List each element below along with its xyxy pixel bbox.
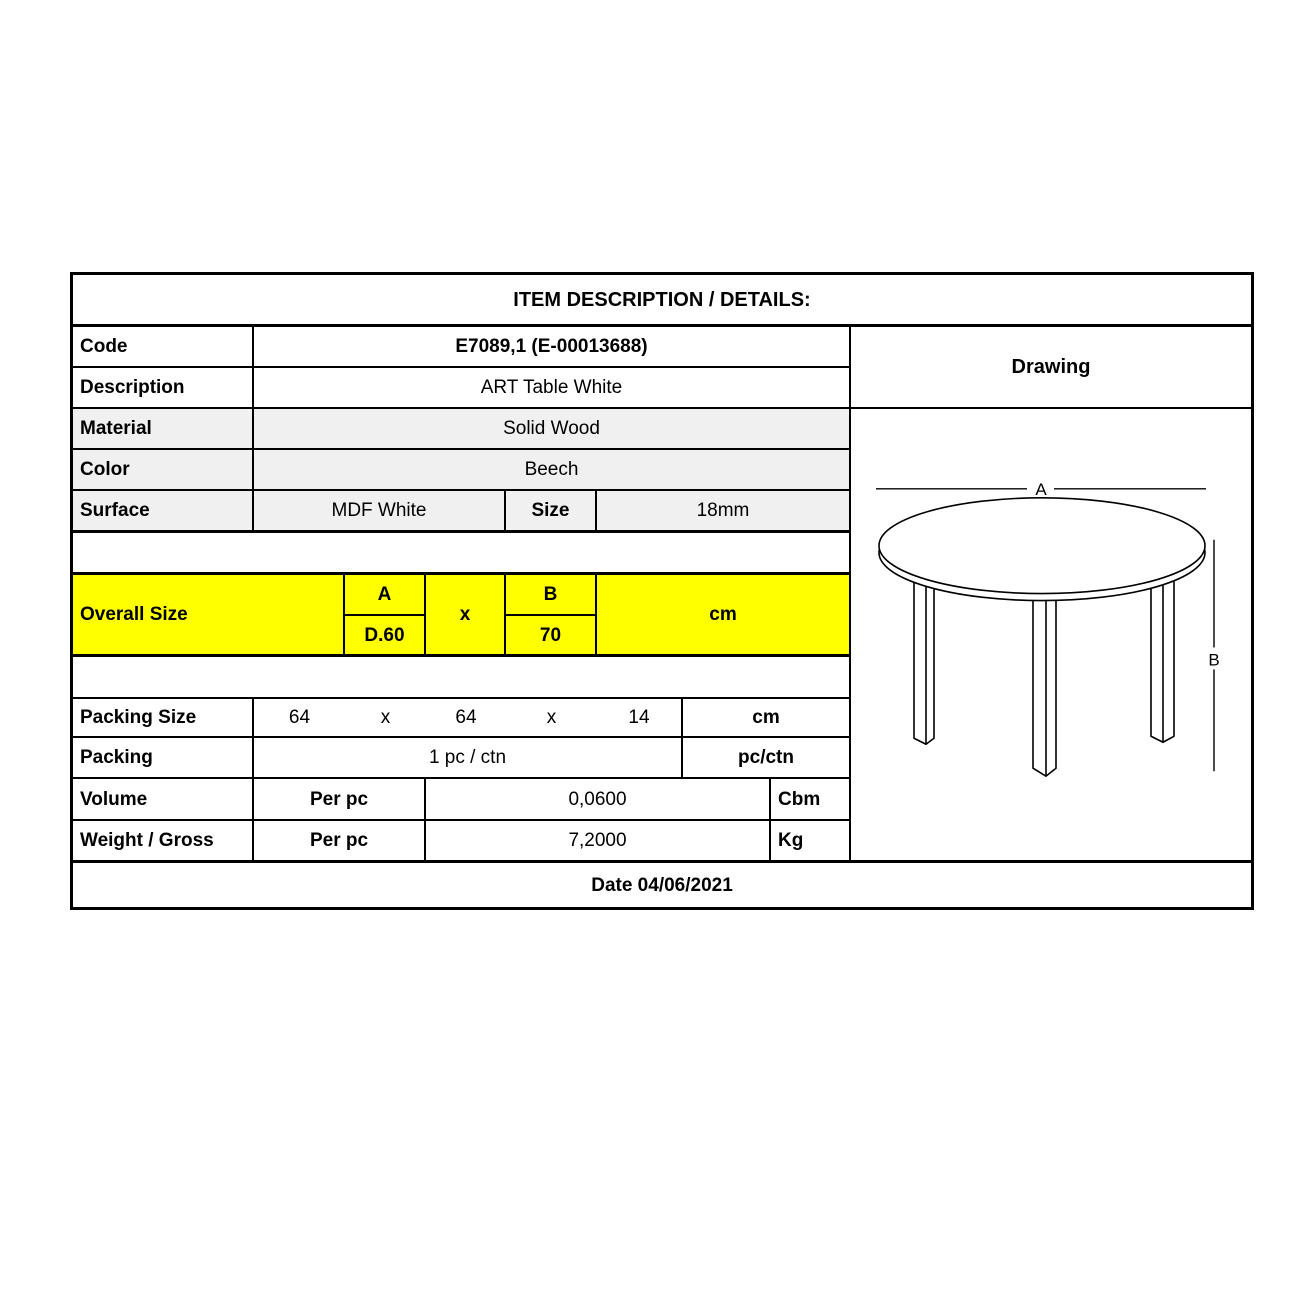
table-leg-left (914, 574, 934, 745)
packing-size-x1: x (345, 699, 426, 738)
packing-size-unit: cm (683, 699, 851, 738)
spec-sheet-table (70, 272, 1254, 910)
surface-size-value: 18mm (597, 491, 851, 533)
color-value: Beech (254, 450, 851, 491)
weight-per-pc: Per pc (254, 821, 426, 863)
volume-value: 0,0600 (426, 779, 771, 821)
packing-label: Packing (73, 738, 254, 779)
color-label: Color (73, 450, 254, 491)
date-row: Date 04/06/2021 (73, 863, 1251, 907)
weight-label: Weight / Gross (73, 821, 254, 863)
code-value: E7089,1 (E-00013688) (254, 327, 851, 368)
packing-size-x2: x (506, 699, 597, 738)
packing-size-length: 64 (254, 699, 345, 738)
packing-size-width: 64 (426, 699, 506, 738)
drawing-header: Drawing (851, 327, 1251, 409)
surface-value: MDF White (254, 491, 506, 533)
table-drawing (851, 409, 1251, 860)
weight-unit: Kg (771, 821, 851, 863)
overall-size-dim-a: A (345, 575, 426, 616)
overall-size-label: Overall Size (73, 575, 345, 657)
packing-size-label: Packing Size (73, 699, 254, 738)
spacer-row-1 (73, 533, 851, 575)
overall-size-value-a: D.60 (345, 616, 426, 657)
tabletop-ellipse (879, 498, 1205, 594)
description-value: ART Table White (254, 368, 851, 409)
surface-label: Surface (73, 491, 254, 533)
sheet-title: ITEM DESCRIPTION / DETAILS: (73, 275, 1251, 327)
spacer-row-2 (73, 657, 851, 699)
volume-label: Volume (73, 779, 254, 821)
packing-size-height: 14 (597, 699, 683, 738)
packing-unit: pc/ctn (683, 738, 851, 779)
code-label: Code (73, 327, 254, 368)
volume-per-pc: Per pc (254, 779, 426, 821)
overall-size-separator: x (426, 575, 506, 657)
dim-label-b: B (1208, 650, 1220, 670)
overall-size-dim-b: B (506, 575, 597, 616)
table-leg-center (1033, 589, 1056, 777)
dim-label-a: A (1035, 479, 1047, 499)
overall-size-unit: cm (597, 575, 851, 657)
overall-size-value-b: 70 (506, 616, 597, 657)
description-label: Description (73, 368, 254, 409)
weight-value: 7,2000 (426, 821, 771, 863)
drawing-cell (851, 409, 1251, 863)
surface-size-label: Size (506, 491, 597, 533)
material-value: Solid Wood (254, 409, 851, 450)
material-label: Material (73, 409, 254, 450)
volume-unit: Cbm (771, 779, 851, 821)
packing-value: 1 pc / ctn (254, 738, 683, 779)
